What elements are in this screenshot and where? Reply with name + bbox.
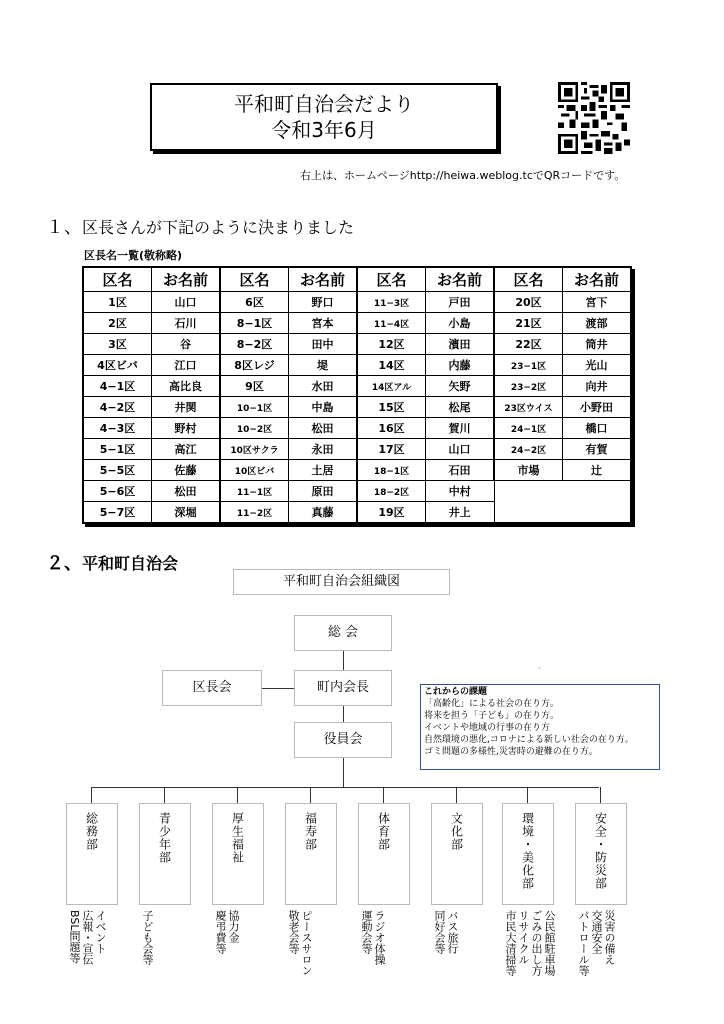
future-issue-item: 将来を担う「子ども」の在り方。 (424, 711, 560, 721)
leader-name-cell: 江口 (152, 355, 221, 376)
leader-name-cell: 濱田 (426, 334, 495, 355)
department-box (358, 803, 410, 905)
general-assembly-box: 総 会 (294, 615, 392, 651)
ward-cell: 23−2区 (494, 376, 563, 397)
ward-cell: 24−2区 (494, 439, 563, 460)
header-ward: 区名 (494, 267, 563, 292)
department-activities (433, 910, 459, 954)
empty-cell (494, 502, 563, 524)
department-activities (577, 910, 616, 976)
ward-cell: 6区 (220, 292, 289, 313)
department-box (285, 803, 337, 905)
ward-table-body (83, 292, 631, 524)
ward-cell: 14区アル (357, 376, 426, 397)
leader-name-cell: 筒井 (563, 334, 632, 355)
leader-name-cell: 渡部 (563, 313, 632, 334)
department-activities (68, 910, 107, 965)
leader-name-cell: 内藤 (426, 355, 495, 376)
ward-cell: 19区 (357, 502, 426, 524)
ward-cell: 11−3区 (357, 292, 426, 313)
header-ward: 区名 (83, 267, 152, 292)
department-activity-line: バス旅行 (446, 910, 459, 954)
homepage-note: 右上は、ホームページhttp://heiwa.weblog.tcでQRコードです。 (300, 169, 626, 182)
header-name: お名前 (426, 267, 495, 292)
ward-cell: 21区 (494, 313, 563, 334)
department-activities (214, 910, 240, 954)
leader-name-cell: 松田 (152, 481, 221, 502)
ward-cell: 18−2区 (357, 481, 426, 502)
leader-name-cell: 小野田 (563, 397, 632, 418)
leader-name-cell: 矢野 (426, 376, 495, 397)
ward-cell: 11−4区 (357, 313, 426, 334)
connector-line (600, 787, 601, 803)
connector-line (164, 787, 165, 803)
ward-cell: 4区ビバ (83, 355, 152, 376)
department-box (575, 803, 627, 905)
section2-heading (46, 549, 178, 575)
ward-cell: 8−1区 (220, 313, 289, 334)
leader-name-cell: 宮本 (289, 313, 358, 334)
leader-name-cell: 中島 (289, 397, 358, 418)
ward-cell: 23−1区 (494, 355, 563, 376)
department-name: 厚生福祉 (230, 812, 245, 864)
header-ward: 区名 (357, 267, 426, 292)
leader-name-cell: 水田 (289, 376, 358, 397)
ward-cell: 15区 (357, 397, 426, 418)
table-row (83, 355, 631, 376)
qr-code-icon[interactable] (556, 82, 632, 154)
ward-cell: 10−2区 (220, 418, 289, 439)
department-box (502, 803, 554, 905)
future-issue-item: 「高齢化」による社会の在り方。 (424, 699, 560, 709)
empty-cell (563, 481, 632, 502)
header-name: お名前 (289, 267, 358, 292)
department-box (212, 803, 264, 905)
department-activity-line: 慶弔費等 (214, 910, 227, 954)
leader-name-cell: 野村 (152, 418, 221, 439)
leader-name-cell: 石川 (152, 313, 221, 334)
leader-name-cell: 佐藤 (152, 460, 221, 481)
ward-cell: 4−2区 (83, 397, 152, 418)
ward-cell: 5−7区 (83, 502, 152, 524)
ward-cell: 11−2区 (220, 502, 289, 524)
ward-cell: 14区 (357, 355, 426, 376)
ward-cell: 4−3区 (83, 418, 152, 439)
department-activity-line: ごみの出し方 (530, 910, 543, 976)
stray-mark: · (538, 664, 541, 673)
department-activity-line: 市民大清掃等 (504, 910, 517, 976)
ward-cell: 16区 (357, 418, 426, 439)
leader-name-cell: 高比良 (152, 376, 221, 397)
ward-cell: 5−1区 (83, 439, 152, 460)
leader-name-cell: 土居 (289, 460, 358, 481)
ward-cell: 10区サクラ (220, 439, 289, 460)
leader-name-cell: 松田 (289, 418, 358, 439)
connector-line (343, 651, 344, 670)
leader-name-cell: 永田 (289, 439, 358, 460)
executive-board-box: 役員会 (294, 722, 392, 758)
table-header-row (83, 267, 631, 292)
section2-title: 平和町自治会 (82, 554, 179, 573)
department-name: 青少年部 (157, 812, 172, 864)
ward-cell: 1区 (83, 292, 152, 313)
leader-name-cell: 山口 (426, 439, 495, 460)
ward-cell: 18−1区 (357, 460, 426, 481)
newsletter-date: 令和3年6月 (271, 118, 377, 142)
leader-name-cell: 有賀 (563, 439, 632, 460)
department-activity-line: 敬老会等 (287, 910, 300, 954)
connector-line (343, 706, 344, 722)
leader-name-cell: 真藤 (289, 502, 358, 524)
leader-name-cell: 光山 (563, 355, 632, 376)
org-chart-title: 平和町自治会組織図 (233, 569, 450, 595)
leader-name-cell: 深堀 (152, 502, 221, 524)
ward-cell: 3区 (83, 334, 152, 355)
department-activity-line: 子ども会等 (141, 910, 154, 965)
leader-name-cell: 松尾 (426, 397, 495, 418)
empty-cell (494, 481, 563, 502)
section2-number: ２、 (46, 553, 82, 574)
department-activity-line: イベント (94, 910, 107, 954)
future-issues-box (420, 684, 660, 770)
leader-name-cell: 石田 (426, 460, 495, 481)
leader-name-cell: 堤 (289, 355, 358, 376)
section1-heading (46, 213, 354, 239)
table-row (83, 439, 631, 460)
town-association-president-box: 町内会長 (294, 670, 392, 706)
department-activity-line: 同好会等 (433, 910, 446, 954)
leader-name-cell: 辻 (563, 460, 632, 481)
table-row (83, 292, 631, 313)
ward-cell: 2区 (83, 313, 152, 334)
table-row (83, 502, 631, 524)
department-activity-line: BSL問題等 (68, 910, 81, 964)
ward-cell: 10区ビバ (220, 460, 289, 481)
ward-leader-table (82, 266, 632, 524)
leader-name-cell: 宮下 (563, 292, 632, 313)
connector-line (310, 787, 311, 803)
section1-number: １、 (46, 217, 82, 238)
department-box (66, 803, 118, 905)
leader-name-cell: 井上 (426, 502, 495, 524)
header-ward: 区名 (220, 267, 289, 292)
department-activities (141, 910, 154, 965)
table-row (83, 397, 631, 418)
table-row (83, 313, 631, 334)
department-name: 福寿部 (303, 812, 318, 851)
connector-line (237, 787, 238, 803)
leader-name-cell: 賀川 (426, 418, 495, 439)
leader-name-cell: 山口 (152, 292, 221, 313)
department-activities (504, 910, 556, 976)
ward-cell: 11−1区 (220, 481, 289, 502)
newsletter-title-box (150, 83, 498, 151)
table-row (83, 481, 631, 502)
connector-line (91, 787, 599, 788)
ward-cell: 24−1区 (494, 418, 563, 439)
newsletter-title: 平和町自治会だより (234, 92, 414, 116)
department-name: 総務部 (84, 812, 99, 851)
leader-name-cell: 谷 (152, 334, 221, 355)
department-name: 環境・美化部 (520, 812, 535, 890)
leader-name-cell: 原田 (289, 481, 358, 502)
connector-line (343, 758, 344, 787)
section1-title: 区長さんが下記のように決まりました (82, 218, 355, 237)
department-name: 文化部 (449, 812, 464, 851)
leader-name-cell: 井関 (152, 397, 221, 418)
leader-name-cell: 戸田 (426, 292, 495, 313)
ward-cell: 10−1区 (220, 397, 289, 418)
ward-cell: 9区 (220, 376, 289, 397)
department-activity-line: 協力金 (227, 910, 240, 943)
table-row (83, 418, 631, 439)
department-name: 安全・防災部 (593, 812, 608, 890)
department-activity-line: パトロール等 (577, 910, 590, 976)
ward-cell: 5−6区 (83, 481, 152, 502)
leader-name-cell: 向井 (563, 376, 632, 397)
ward-cell: 23区ウイス (494, 397, 563, 418)
department-activities (360, 910, 386, 965)
ward-cell: 22区 (494, 334, 563, 355)
connector-line (383, 787, 384, 803)
department-box (431, 803, 483, 905)
connector-line (91, 787, 92, 803)
department-activity-line: 公民館駐車場 (543, 910, 556, 976)
department-name: 体育部 (376, 812, 391, 851)
department-activity-line: 災害の備え (603, 910, 616, 965)
ward-cell: 5−5区 (83, 460, 152, 481)
table-row (83, 460, 631, 481)
ward-cell: 8−2区 (220, 334, 289, 355)
table-row (83, 334, 631, 355)
ward-cell: 17区 (357, 439, 426, 460)
header-name: お名前 (152, 267, 221, 292)
department-activity-line: 交通安全 (590, 910, 603, 954)
connector-line (456, 787, 457, 803)
ward-cell: 8区レジ (220, 355, 289, 376)
department-activity-line: ラジオ体操 (373, 910, 386, 965)
table-row (83, 376, 631, 397)
ward-cell: 市場 (494, 460, 563, 481)
department-activity-line: 運動会等 (360, 910, 373, 954)
leader-name-cell: 小島 (426, 313, 495, 334)
ward-cell: 12区 (357, 334, 426, 355)
ward-leaders-council-box: 区長会 (162, 670, 262, 706)
header-name: お名前 (563, 267, 632, 292)
leader-name-cell: 田中 (289, 334, 358, 355)
department-activity-line: ピースサロン (300, 910, 313, 976)
empty-cell (563, 502, 632, 524)
leader-name-cell: 高江 (152, 439, 221, 460)
connector-line (527, 787, 528, 803)
ward-cell: 20区 (494, 292, 563, 313)
department-activity-line: 広報・宣伝 (81, 910, 94, 965)
ward-list-title: 区長名一覧(敬称略) (84, 249, 183, 262)
leader-name-cell: 中村 (426, 481, 495, 502)
connector-line (262, 688, 294, 689)
leader-name-cell: 橋口 (563, 418, 632, 439)
future-issue-item: 自然環境の悪化,コロナによる新しい社会の在り方。 (424, 735, 634, 745)
department-activity-line: リサイクル (517, 910, 530, 965)
department-box (139, 803, 191, 905)
future-issues-title: これからの課題 (424, 687, 488, 697)
future-issue-item: イベントや地域の行事の在り方 (424, 723, 551, 733)
ward-cell: 4−1区 (83, 376, 152, 397)
leader-name-cell: 野口 (289, 292, 358, 313)
department-activities (287, 910, 313, 976)
future-issue-item: ゴミ問題の多様性,災害時の避難の在り方。 (424, 747, 598, 757)
